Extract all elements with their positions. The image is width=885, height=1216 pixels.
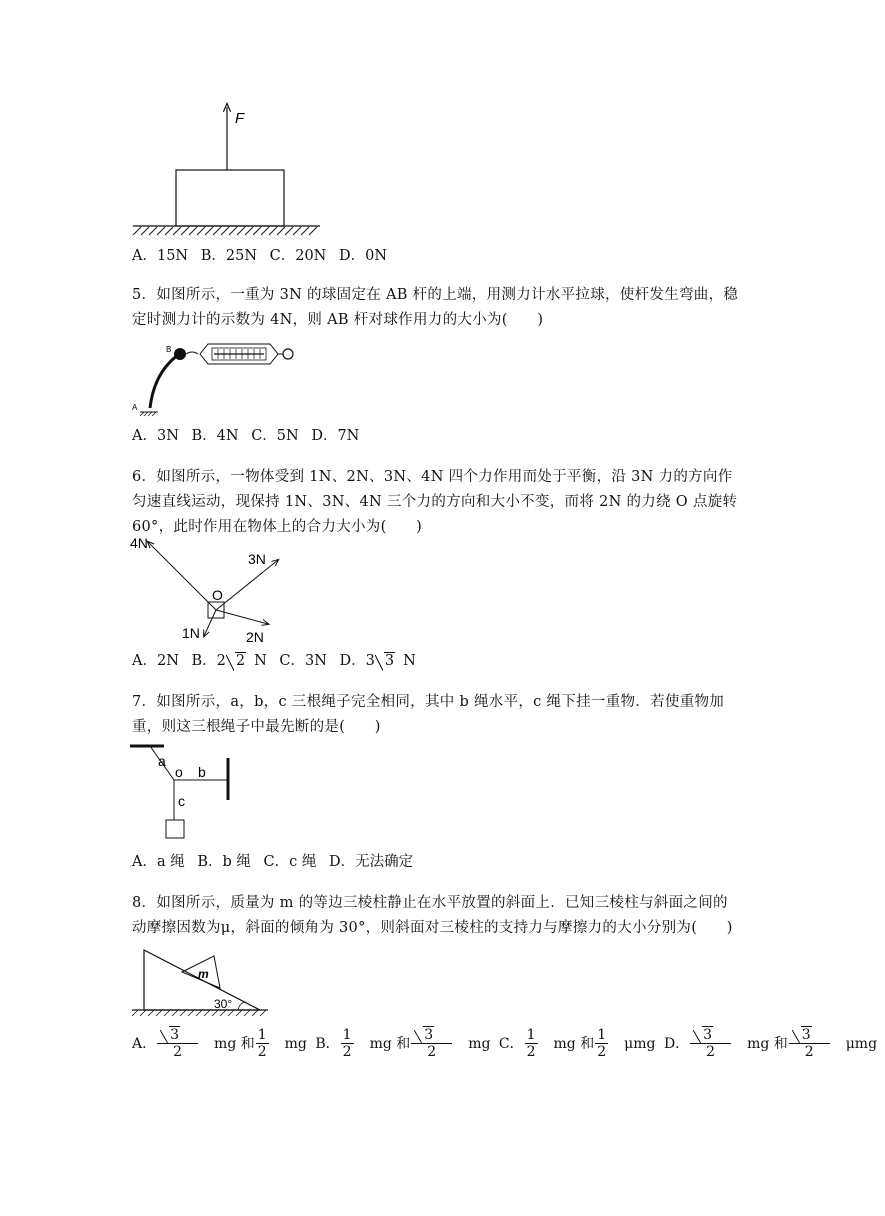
q4-option-b[interactable]: B．25N xyxy=(200,248,258,264)
label-m: m xyxy=(198,967,209,981)
label-b: b xyxy=(198,764,206,780)
q7-option-a[interactable]: A．a 绳 xyxy=(132,854,185,870)
label-angle: 30° xyxy=(214,997,233,1011)
block xyxy=(176,170,284,226)
weight xyxy=(166,820,184,838)
q5-text: 5．如图所示，一重为 3N 的球固定在 AB 杆的上端，用测力计水平拉球，使杆发生弯曲，稳定时测力计的示数为 4N，则 AB 杆对球作用力的大小为( ) xyxy=(132,287,739,328)
label-1n: 1N xyxy=(182,625,200,641)
q7-text: 7．如图所示，a，b，c 三根绳子完全相同，其中 b 绳水平，c 绳下挂一重物．若使重物加重，则这三根绳子中最先断的是( ) xyxy=(132,694,725,735)
q8-option-c[interactable]: C． $\frac{1}{2}$ mg 和 $\frac{1}{2}$ μmg xyxy=(498,1027,656,1060)
q6-figure xyxy=(128,532,288,644)
label-4n: 4N xyxy=(130,535,148,551)
q5-option-a[interactable]: A．3N xyxy=(132,428,179,444)
force-label: F xyxy=(235,110,245,127)
force-3n xyxy=(216,560,278,610)
q8-text: 8．如图所示，质量为 m 的等边三棱柱静止在水平放置的斜面上．已知三棱柱与斜面之间的动摩擦因数为μ，斜面的倾角为 30°，则斜面对三棱柱的支持力与摩擦力的大小分别为( ) xyxy=(132,895,733,936)
label-a: A xyxy=(132,403,138,412)
q5-option-c[interactable]: C．5N xyxy=(251,428,299,444)
q4-option-a[interactable]: A．15N xyxy=(132,248,189,264)
q4-options xyxy=(132,244,395,265)
q7-option-c[interactable]: C．c 绳 xyxy=(263,854,317,870)
q4-option-c[interactable]: C．20N xyxy=(269,248,327,264)
q7-option-b[interactable]: B．b 绳 xyxy=(197,854,251,870)
q4-figure xyxy=(125,95,325,240)
ball xyxy=(174,348,186,360)
ground-hatch xyxy=(133,227,317,235)
force-4n xyxy=(148,542,216,610)
q5-figure xyxy=(128,338,308,420)
bent-rod xyxy=(150,355,178,408)
q6-text: 6．如图所示，一物体受到 1N、2N、3N、4N 四个力作用而处于平衡，沿 3N 力的方向作匀速直线运动，现保持 1N、3N、4N 三个力的方向和大小不变，而将 2N 的力绕 O 点旋转 60°，此时作用在物体上的合力大小为( ) xyxy=(132,469,738,535)
label-a: a xyxy=(158,753,166,769)
q8-option-a[interactable]: A． $\frac{3}{2}$ mg 和 $\frac{1}{2}$ mg xyxy=(132,1027,307,1060)
label-o: O xyxy=(212,587,223,603)
q8-option-b[interactable]: B． $\frac{1}{2}$ mg 和 $\frac{3}{2}$ mg xyxy=(315,1027,491,1060)
q6-option-d[interactable]: D．3 3 N xyxy=(339,653,416,669)
q6-options xyxy=(132,649,424,670)
label-o: o xyxy=(175,764,183,780)
q7-options xyxy=(132,850,421,871)
q8-option-d[interactable]: D． $\frac{3}{2}$ mg 和 $\frac{3}{2}$ μmg xyxy=(663,1027,878,1060)
label-3n: 3N xyxy=(248,551,266,567)
q7-figure xyxy=(128,740,248,844)
spring-scale xyxy=(200,344,293,364)
q8-options xyxy=(132,1028,885,1059)
label-c: c xyxy=(178,793,185,809)
q6-option-b[interactable]: B．2 2 N xyxy=(191,653,267,669)
q5-options xyxy=(132,424,367,445)
q4-option-d[interactable]: D．0N xyxy=(338,248,388,264)
q7-option-d[interactable]: D．无法确定 xyxy=(328,854,414,870)
label-2n: 2N xyxy=(246,629,264,645)
q5-option-b[interactable]: B．4N xyxy=(191,428,239,444)
q5-option-d[interactable]: D．7N xyxy=(311,428,360,444)
q8-figure xyxy=(128,944,278,1020)
force-1n xyxy=(204,610,216,636)
label-b: B xyxy=(166,345,172,354)
q6-option-c[interactable]: C．3N xyxy=(279,653,327,669)
q6-option-a[interactable]: A．2N xyxy=(132,653,179,669)
